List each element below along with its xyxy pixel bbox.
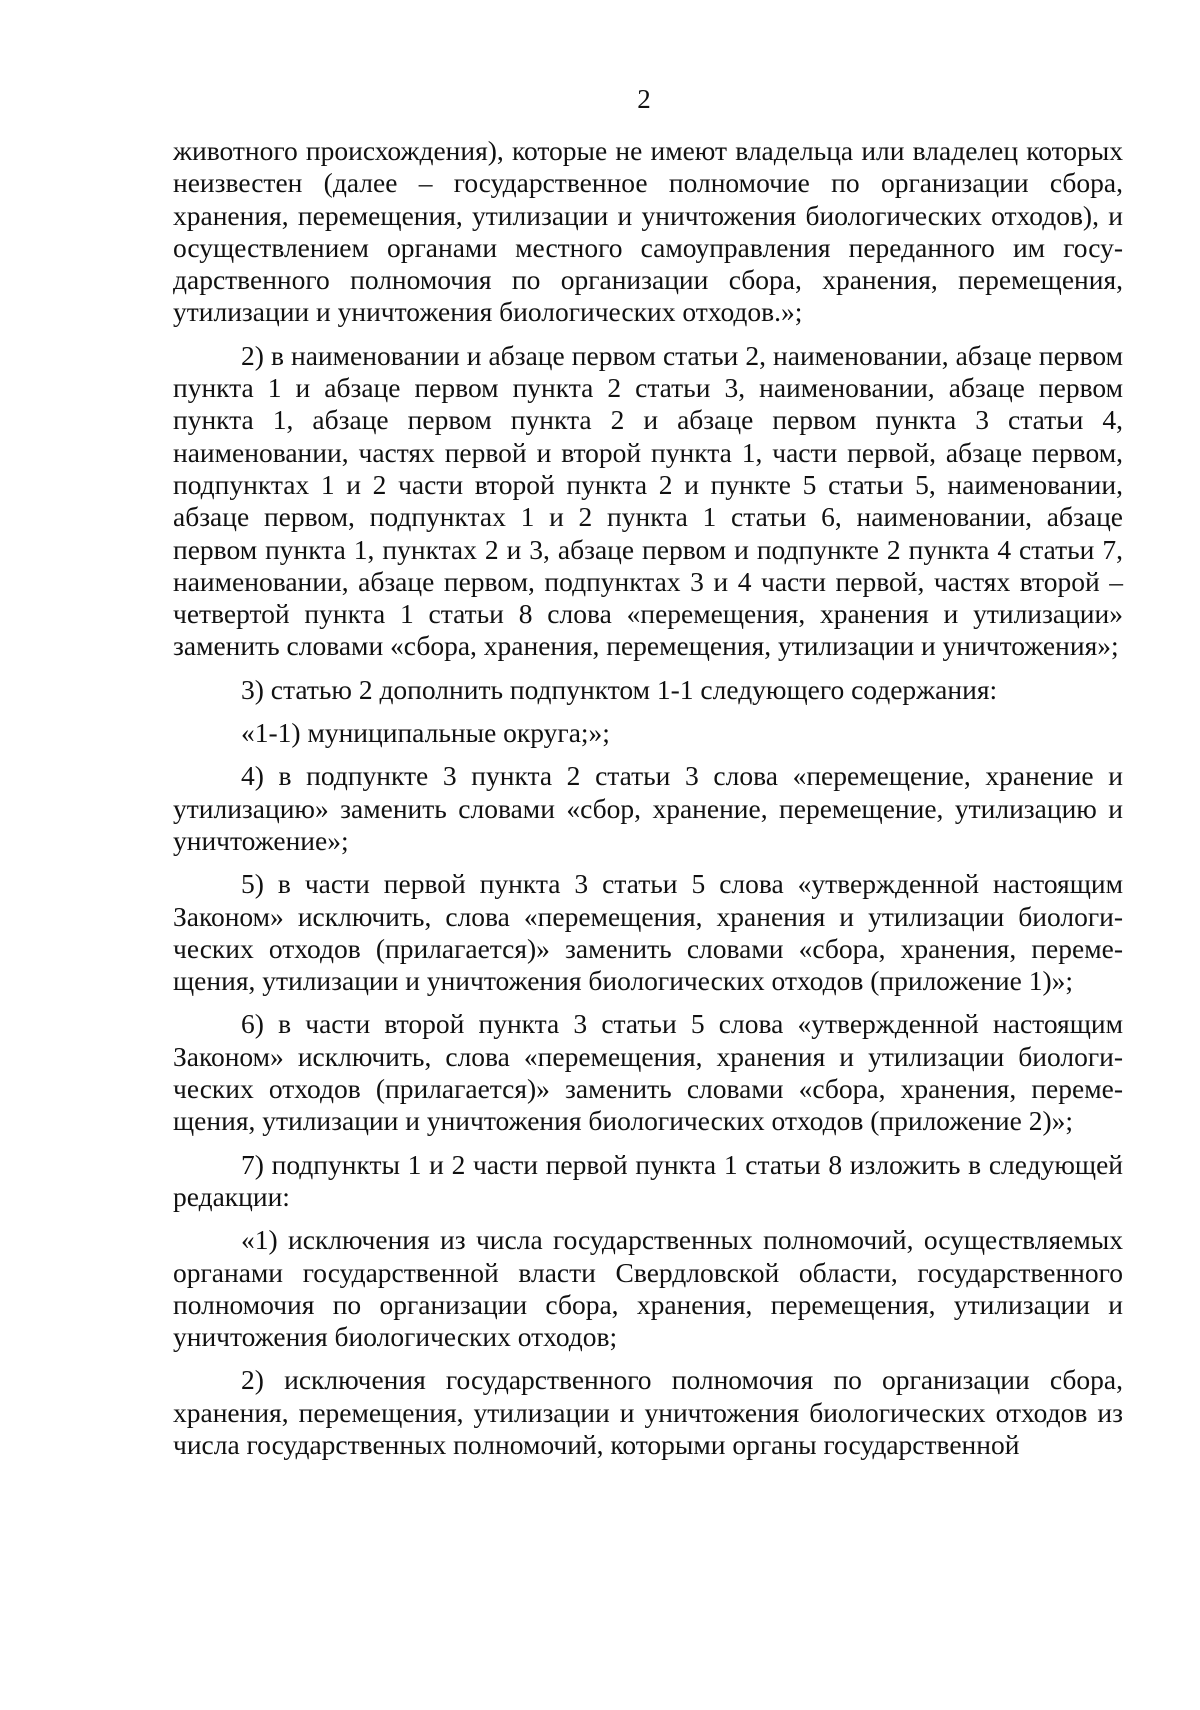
- document-body: [173, 135, 1123, 1472]
- page-number: 2: [637, 84, 651, 114]
- paragraph-item-6: 6) в части второй пункта 3 статьи 5 слова «утвержденной настоящим Законом» исключить, слова «перемещения, хранения и утилизации биологических отходов (прилагается)» заменить словами «сбора, хранения, перемещения, утилизации и уничтожения биологических отходов (приложение 2)»;: [173, 1008, 1123, 1137]
- paragraph-quoted-1: «1) исключения из числа государственных полномочий, осуществляемых органами государственной власти Свердловской области, государственного полномочия по организации сбора, хранения, перемещения, утилизации и уничтожения биологических отходов;: [173, 1224, 1123, 1353]
- paragraph-quoted-2: 2) исключения государственного полномочия по организации сбора, хранения, перемещения, утилизации и уничтожения биологических отходов из числа государственных полномочий, которыми органы государственной: [173, 1364, 1123, 1460]
- paragraph-item-3: 3) статью 2 дополнить подпунктом 1-1 следующего содержания:: [241, 673, 998, 705]
- paragraph-quoted-1-1: «1-1) муниципальные округа;»;: [241, 717, 610, 749]
- paragraph-item-5: 5) в части первой пункта 3 статьи 5 слова «утвержденной настоящим Законом» исключить, слова «перемещения, хранения и утилизации биологических отходов (прилагается)» заменить словами «сбора, хранения, перемещения, утилизации и уничтожения биологических отходов (приложение 1)»;: [173, 868, 1123, 997]
- paragraph-item-7: 7) подпункты 1 и 2 части первой пункта 1 статьи 8 изложить в следующей редакции:: [173, 1148, 1123, 1212]
- paragraph-item-4: 4) в подпункте 3 пункта 2 статьи 3 слова «перемещение, хранение и утилизацию» заменить словами «сбор, хранение, перемещение, утилизацию и уничтожение»;: [173, 760, 1123, 856]
- paragraph-continuation: животного происхождения), которые не имеют владельца или владелец которых неизвестен (далее – государственное полномочие по организации сбора, хранения, перемещения, утилизации и уничтожения биологических отходов), и осуществлением органами местного самоуправления переданного им государственного полномочия по организации сбора, хранения, перемещения, утилизации и уничтожения биологических отходов.»;: [173, 135, 1123, 328]
- paragraph-item-2: 2) в наименовании и абзаце первом статьи 2, наименовании, абзаце первом пункта 1 и абзаце первом пункта 2 статьи 3, наименовании, абзаце первом пункта 1, абзаце первом пункта 2 и абзаце первом пункта 3 статьи 4, наименовании, частях первой и второй пункта 1, части первой, абзаце первом, подпунктах 1 и 2 части второй пункта 2 и пункте 5 статьи 5, наименовании, абзаце первом, подпунктах 1 и 2 пункта 1 статьи 6, наименовании, абзаце первом пункта 1, пунктах 2 и 3, абзаце первом и подпункте 2 пункта 4 статьи 7, наименовании, абзаце первом, подпунктах 3 и 4 части первой, частях второй – четвертой пункта 1 статьи 8 слова «перемещения, хранения и утилизации» заменить словами «сбора, хранения, перемещения, утилизации и уничтожения»;: [173, 339, 1123, 662]
